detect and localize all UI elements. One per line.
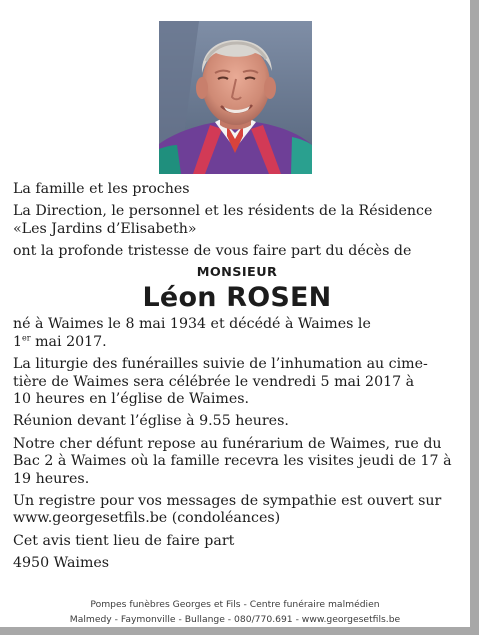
direction-text: La Direction, le personnel et les résidents de la Résidence «Les Jardins d’Elisabeth»: [13, 203, 433, 237]
liturgy-line-1: La liturgie des funérailles suivie de l’inhumation au cime-: [13, 355, 428, 372]
intro-text: La famille et les proches: [13, 181, 190, 197]
liturgy-text: [13, 356, 461, 409]
death-day: 1: [13, 333, 23, 350]
register-text: Un registre pour vos messages de sympathie est ouvert sur www.georgesetfils.be (condoléances): [13, 492, 442, 527]
funerarium-text: Notre cher défunt repose au funérarium de Waimes, rue du Bac 2 à Waimes où la famille recevra les visites jeudi de 17 à 19 heures.: [13, 435, 452, 487]
birth-death-text: [13, 316, 461, 351]
deceased-name: Léon ROSEN: [142, 282, 332, 314]
meeting-text: Réunion devant l’église à 9.55 heures.: [13, 413, 289, 430]
notice-body: [13, 181, 461, 577]
birth-death-part1: né à Waimes le 8 mai 1934 et décédé à Waimes le: [13, 316, 371, 333]
location-text: 4950 Waimes: [13, 554, 110, 571]
death-day-suffix: er: [22, 333, 31, 343]
liturgy-line-3: 10 heures en l’église de Waimes.: [13, 391, 250, 408]
birth-death-part2: mai 2017.: [30, 333, 107, 350]
portrait-photo: [159, 21, 312, 174]
funeral-home-name: Pompes funèbres Georges et Fils - Centre funéraire malmédien: [90, 599, 380, 610]
notice-text: Cet avis tient lieu de faire part: [13, 532, 235, 549]
honorific: MONSIEUR: [196, 265, 278, 281]
liturgy-line-2: tière de Waimes sera célébrée le vendredi 5 mai 2017 à: [13, 373, 415, 390]
announcement-text: ont la profonde tristesse de vous faire part du décès de: [13, 242, 412, 259]
funeral-home-contact: Malmedy - Faymonville - Bullange - 080/770.691 - www.georgesetfils.be: [69, 614, 401, 625]
